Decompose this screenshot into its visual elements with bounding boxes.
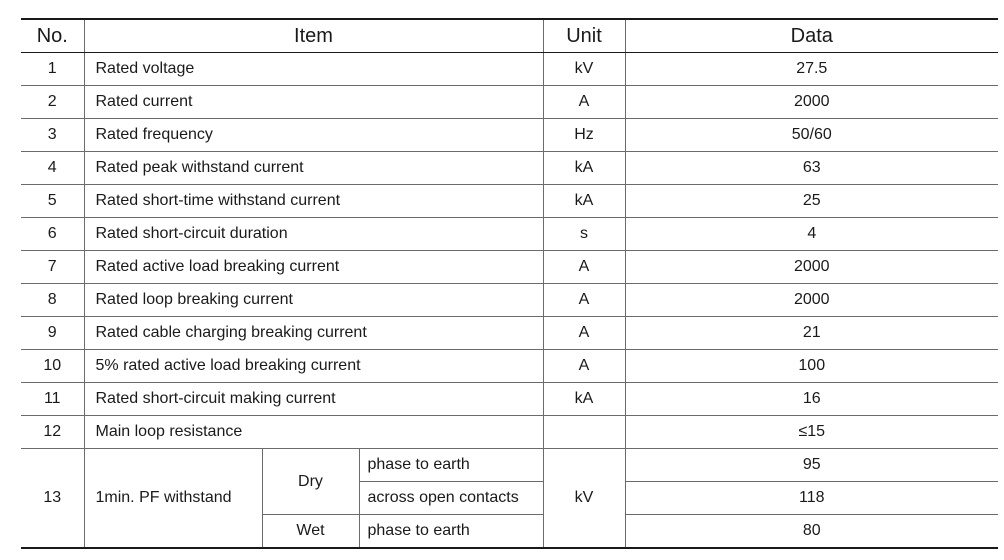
table-row [21, 449, 998, 482]
row-no: 11 [21, 383, 84, 416]
row-data: 16 [625, 383, 998, 416]
row-item: Rated frequency [84, 119, 543, 152]
sub-item-wet-phase-to-earth: phase to earth [359, 515, 543, 549]
table-row [21, 119, 998, 152]
table-row [21, 53, 998, 86]
row-data: 95 [625, 449, 998, 482]
table-row [21, 86, 998, 119]
table-body [21, 53, 998, 549]
row-data: 63 [625, 152, 998, 185]
row-data: 27.5 [625, 53, 998, 86]
header-data: Data [625, 19, 998, 53]
condition-wet: Wet [262, 515, 359, 549]
row-unit: kA [543, 185, 625, 218]
condition-dry: Dry [262, 449, 359, 515]
row-data: ≤15 [625, 416, 998, 449]
row-unit [543, 416, 625, 449]
row-data: 2000 [625, 86, 998, 119]
row-data: 100 [625, 350, 998, 383]
row-no: 8 [21, 284, 84, 317]
row-unit: A [543, 86, 625, 119]
row-item: 1min. PF withstand [84, 449, 262, 549]
row-no: 3 [21, 119, 84, 152]
row-unit: A [543, 317, 625, 350]
row-item: Rated short-time withstand current [84, 185, 543, 218]
row-no: 2 [21, 86, 84, 119]
row-no: 6 [21, 218, 84, 251]
table-row [21, 185, 998, 218]
row-no: 10 [21, 350, 84, 383]
header-row [21, 19, 998, 53]
row-no: 5 [21, 185, 84, 218]
row-unit: kA [543, 152, 625, 185]
row-item: Rated current [84, 86, 543, 119]
row-item: Rated voltage [84, 53, 543, 86]
row-unit: Hz [543, 119, 625, 152]
row-no: 13 [21, 449, 84, 549]
sub-item-dry-phase-to-earth: phase to earth [359, 449, 543, 482]
row-no: 1 [21, 53, 84, 86]
row-item: Main loop resistance [84, 416, 543, 449]
row-data: 2000 [625, 251, 998, 284]
row-item: Rated short-circuit duration [84, 218, 543, 251]
sub-item-dry-across-open-contacts: across open contacts [359, 482, 543, 515]
row-no: 4 [21, 152, 84, 185]
row-item: Rated active load breaking current [84, 251, 543, 284]
row-data: 118 [625, 482, 998, 515]
row-unit: s [543, 218, 625, 251]
table-row [21, 383, 998, 416]
header-no: No. [21, 19, 84, 53]
row-data: 21 [625, 317, 998, 350]
table-row [21, 317, 998, 350]
table-row [21, 416, 998, 449]
row-item: Rated loop breaking current [84, 284, 543, 317]
table-row [21, 251, 998, 284]
row-data: 50/60 [625, 119, 998, 152]
header-unit: Unit [543, 19, 625, 53]
row-unit: A [543, 284, 625, 317]
row-no: 12 [21, 416, 84, 449]
row-data: 25 [625, 185, 998, 218]
row-no: 9 [21, 317, 84, 350]
table-row [21, 284, 998, 317]
row-data: 4 [625, 218, 998, 251]
row-data: 80 [625, 515, 998, 549]
row-item: Rated cable charging breaking current [84, 317, 543, 350]
row-data: 2000 [625, 284, 998, 317]
row-item: Rated short-circuit making current [84, 383, 543, 416]
spec-table [21, 18, 998, 549]
row-item: 5% rated active load breaking current [84, 350, 543, 383]
row-unit: kV [543, 449, 625, 549]
row-unit: kV [543, 53, 625, 86]
header-item: Item [84, 19, 543, 53]
row-unit: A [543, 251, 625, 284]
row-unit: kA [543, 383, 625, 416]
row-no: 7 [21, 251, 84, 284]
table-row [21, 350, 998, 383]
row-unit: A [543, 350, 625, 383]
table-row [21, 152, 998, 185]
table-row [21, 218, 998, 251]
row-item: Rated peak withstand current [84, 152, 543, 185]
